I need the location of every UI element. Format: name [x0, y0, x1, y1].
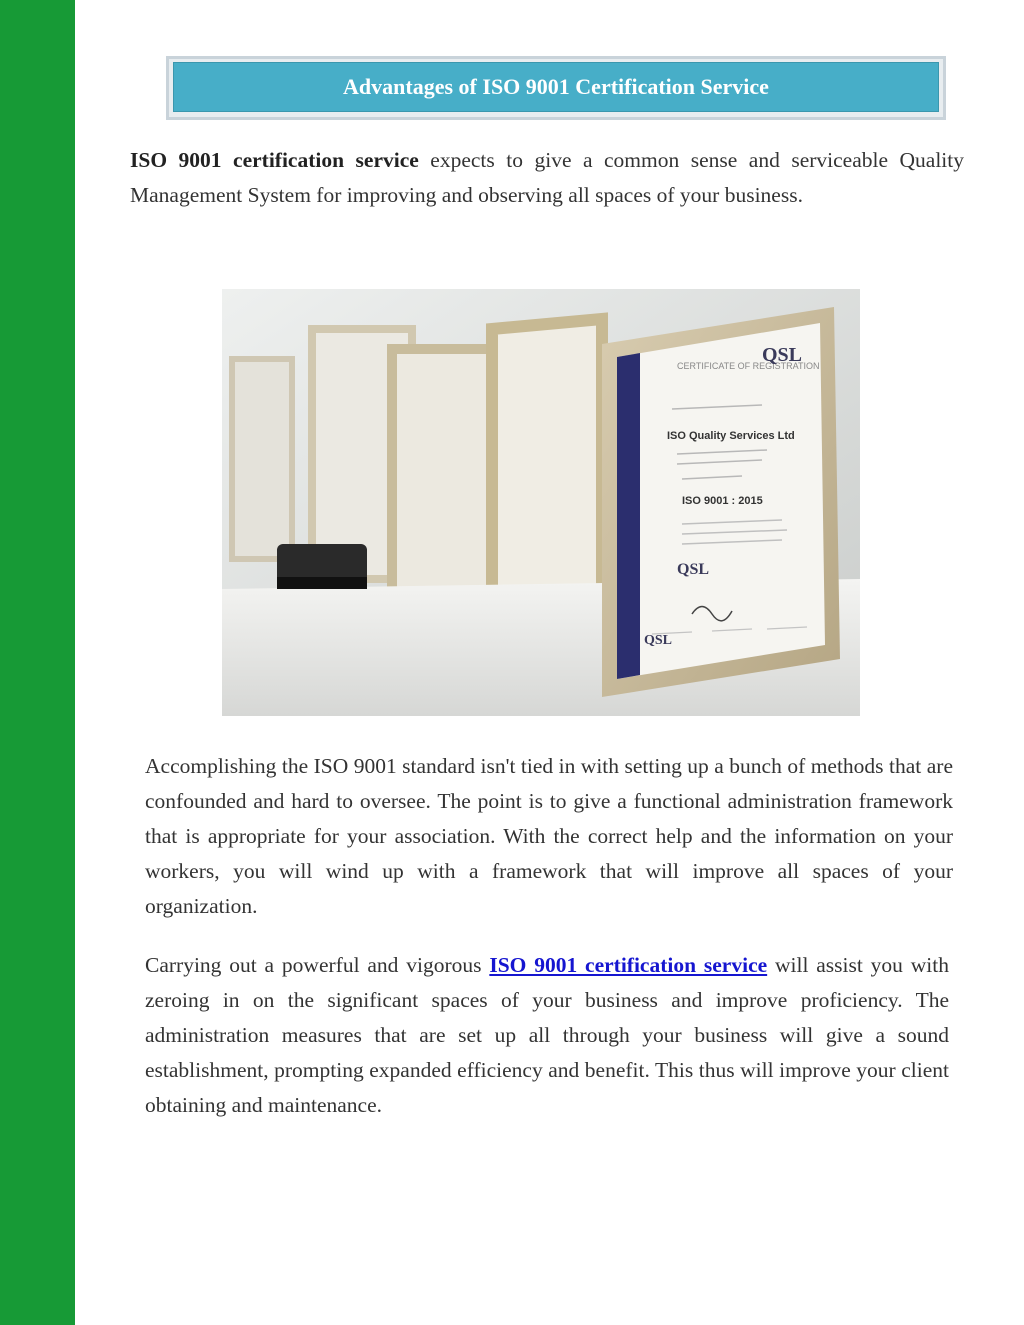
paragraph-carrying-out [145, 948, 949, 1123]
qsl-logo-top: QSL [762, 344, 803, 366]
svg-text:QSL: QSL [677, 561, 710, 578]
para3-after-link: will assist you with zeroing in on the significant spaces of your business and improve proficiency. The administration measures that are set up all through your business will give a sound establishment, prompting expanded efficiency and benefit. This thus will improve your client obtaining and maintenance. [145, 953, 949, 1117]
intro-bold-lead: ISO 9001 certification service [130, 148, 419, 172]
certificate-company: ISO Quality Services Ltd [667, 430, 795, 442]
intro-paragraph [130, 143, 964, 213]
iso-certification-link[interactable]: ISO 9001 certification service [489, 953, 768, 977]
certificate-standard: ISO 9001 : 2015 [682, 495, 763, 507]
svg-text:QSL: QSL [644, 633, 673, 648]
certificate-heading: CERTIFICATE OF REGISTRATION [677, 361, 820, 371]
page-title: Advantages of ISO 9001 Certification Service [173, 62, 939, 112]
intro-text: expects to give a common sense and serviceable Quality Management System for improving and observing all spaces of your business. [130, 148, 964, 207]
para3-before-link: Carrying out a powerful and vigorous [145, 953, 490, 977]
title-banner [166, 56, 946, 120]
certificate-photo [222, 289, 860, 716]
left-green-sidebar [0, 0, 75, 1325]
paragraph-accomplishing: Accomplishing the ISO 9001 standard isn't tied in with setting up a bunch of methods that are confounded and hard to oversee. The point is to give a functional administration framework that is appropriate for your association. With the correct help and the information on your workers, you will wind up with a framework that will improve all spaces of your organization. [145, 754, 953, 918]
